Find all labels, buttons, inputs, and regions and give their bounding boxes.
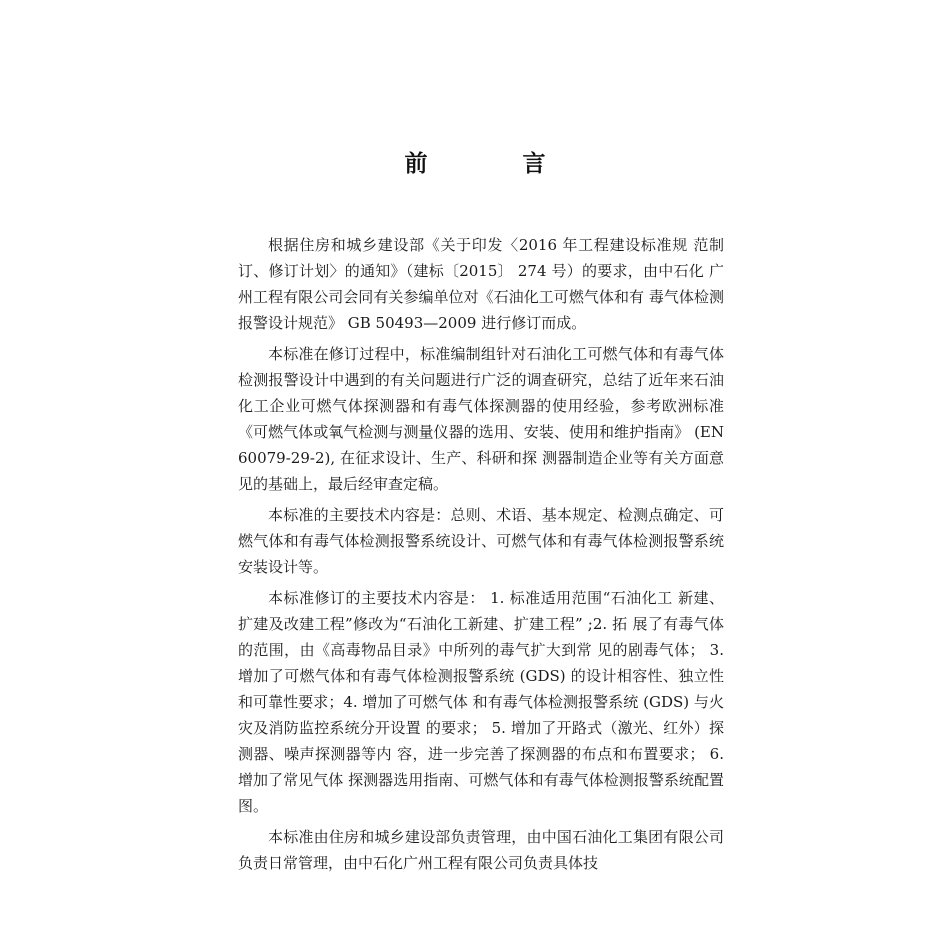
paragraph-main-content: 本标准的主要技术内容是：总则、术语、基本规定、检测点确定、可燃气体和有毒气体检测报警系统设计、可燃气体和有毒气体检测报警系统安装设计等。: [238, 506, 724, 576]
paragraph-basis: 根据住房和城乡建设部《关于印发〈2016 年工程建设标准规 范制订、修订计划〉的通知》（建标〔2015〕 274 号）的要求，由中石化 广州工程有限公司会同有关参编单位对《石油化工可燃气体和有 毒气体检测报警设计规范》 GB 50493—2009 进行修订而成。: [238, 236, 724, 332]
paragraph-management: 本标准由住房和城乡建设部负责管理，由中国石油化工集团有限公司负责日常管理，由中石化广州工程有限公司负责具体技: [238, 828, 724, 872]
page-title: 前 言: [404, 151, 582, 177]
body-text: [238, 232, 724, 881]
paragraph-revision-content: 本标准修订的主要技术内容是： 1. 标准适用范围“石油化工 新建、扩建及改建工程”修改为“石油化工新建、扩建工程” ;2. 拓 展了有毒气体的范围，由《高毒物品目录》中所列的毒气扩大到常 见的剧毒气体； 3. 增加了可燃气体和有毒气体检测报警系统 (GDS) 的设计相容性、独立性和可靠性要求；4. 增加了可燃气体 和有毒气体检测报警系统 (GDS) 与火灾及消防监控系统分开设置 的要求； 5. 增加了开路式（激光、红外）探测器、噪声探测器等内 容，进一步完善了探测器的布点和布置要求； 6. 增加了常见气体 探测器选用指南、可燃气体和有毒气体检测报警系统配置图。: [238, 589, 724, 815]
paragraph-revision-process: 本标准在修订过程中，标准编制组针对石油化工可燃气体和有毒气体检测报警设计中遇到的有关问题进行广泛的调查研究，总结了近年来石油化工企业可燃气体探测器和有毒气体探测器的使用经验，参考欧洲标准《可燃气体或氧气检测与测量仪器的选用、安装、使用和维护指南》 (EN 60079-29-2), 在征求设计、生产、科研和探 测器制造企业等有关方面意见的基础上，最后经审查定稿。: [238, 345, 724, 493]
